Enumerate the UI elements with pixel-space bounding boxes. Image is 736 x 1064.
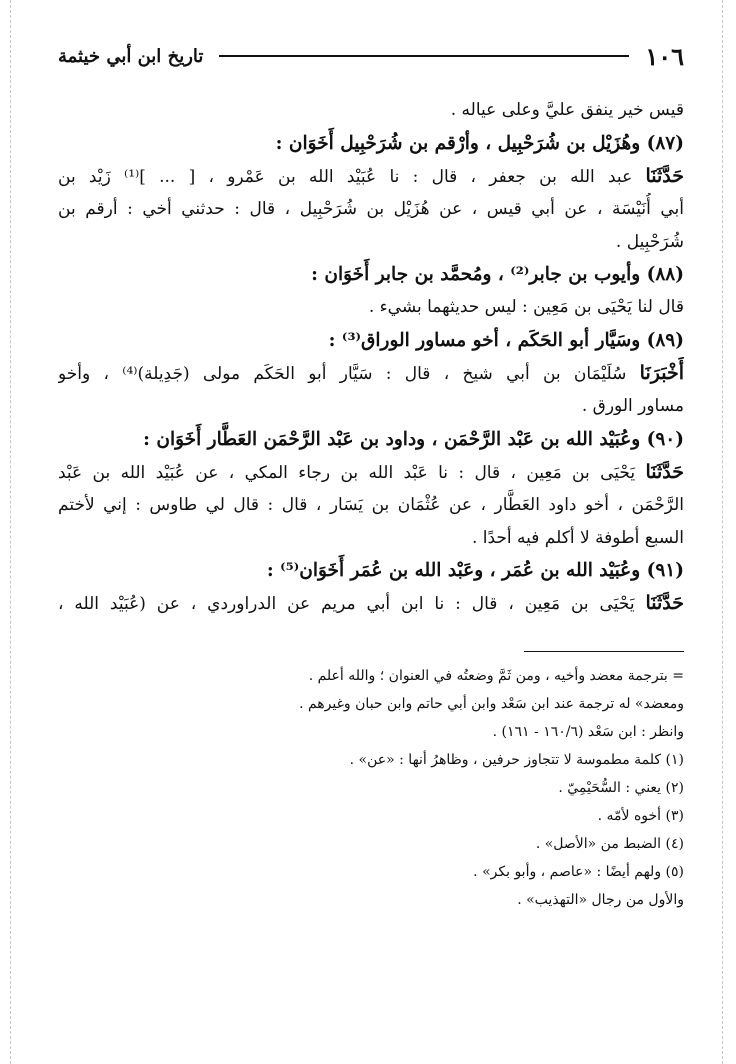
line-text: عبد الله بن جعفر ، قال : نا عُبَيْد الله بن عَمْرو ، [ ... ]⁽¹⁾ زَيْد بن	[58, 166, 646, 187]
text-line	[58, 226, 684, 259]
page-header	[58, 36, 684, 76]
footnote: (٣) أخوه لأمّه .	[597, 807, 684, 824]
line-text: سُلَيْمَان بن أبي شيخ ، قال : سَيَّار أبو الحَكَم مولى (جَدِيلة)⁽⁴⁾ ، وأخو	[58, 363, 640, 384]
line-text: (٨٩) وسَيَّار أبو الحَكَم ، أخو مساور الوراق⁽³⁾ :	[328, 329, 684, 351]
text-line	[58, 456, 684, 490]
page-number: ١٠٦	[645, 41, 684, 71]
footnote: = بترجمة معضد وأخيه ، ومن ثَمَّ وضعتُه في العنوان ؛ والله أعلم .	[308, 667, 684, 684]
line-text: (٩٠) وعُبَيْد الله بن عَبْد الرَّحْمَن ، وداود بن عَبْد الرَّحْمَن العَطَّار أَخَوَان :	[143, 428, 684, 450]
text-line	[58, 390, 684, 423]
line-text: (٩١) وعُبَيْد الله بن عُمَر ، وعَبْد الله بن عُمَر أَخَوَان⁽⁵⁾ :	[266, 560, 684, 581]
line-text: (٨٧) وهُزَيْل بن شُرَحْبِيل ، وأرْقم بن شُرَحْبِيل أَخَوَان :	[275, 132, 684, 154]
cut-line-left	[10, 0, 11, 1064]
line-text: يَحْيَى بن مَعِين ، قال : نا عَبْد الله بن رجاء المكي ، عن عُبَيْد الله بن عَبْد	[58, 462, 646, 483]
narration-opener: أَخْبَرَنَا	[639, 361, 684, 384]
text-line	[58, 94, 684, 127]
footnote: (٤) الضبط من «الأصل» .	[535, 835, 684, 852]
footnotes	[58, 662, 684, 914]
line-text: السبع أطوفة لا أكلم فيه أحدًا .	[471, 527, 684, 548]
footnote: (٢) يعني : السُّحَيْمِيّ .	[558, 779, 684, 796]
footnote: وانظر : ابن سَعْد (١٦٠/٦ - ١٦١) .	[492, 723, 684, 740]
book-title: تاريخ ابن أبي خيثمة	[58, 45, 204, 67]
narration-opener: حَدَّثَنَا	[645, 164, 684, 187]
narration-opener: حَدَّثَنَا	[645, 460, 684, 483]
line-text: قال لنا يَحْيَى بن مَعِين : ليس حديثهما بشيء .	[368, 297, 684, 317]
text-line	[58, 357, 684, 391]
footnote: والأول من رجال «التهذيب» .	[517, 891, 684, 908]
footnote: (٥) ولهم أيضًا : «عاصم ، وأبو بكر» .	[473, 863, 684, 880]
line-text: قيس خير ينفق عليَّ وعلى عياله .	[450, 100, 684, 120]
entry-heading	[58, 324, 684, 357]
header-rule	[219, 55, 629, 57]
line-text: مساور الورق .	[581, 396, 684, 416]
main-text	[58, 94, 684, 621]
book-page	[58, 36, 684, 914]
line-text: شُرَحْبِيل .	[615, 231, 684, 252]
entry-heading	[58, 554, 684, 587]
narration-opener: حَدَّثَنَا	[645, 592, 684, 614]
entry-heading	[58, 258, 684, 291]
text-line	[58, 193, 684, 226]
text-line	[58, 522, 684, 555]
footnote: ومعضد» له ترجمة عند ابن سَعْد وابن أبي حاتم وابن حبان وغيرهم .	[299, 695, 684, 712]
text-line	[58, 587, 684, 621]
text-line	[58, 291, 684, 324]
line-text: يَحْيَى بن مَعِين ، قال : نا ابن أبي مريم عن الدراوردي ، عن (عُبَيْد الله ،	[58, 594, 646, 614]
entry-heading	[58, 423, 684, 456]
cut-line-right	[722, 0, 723, 1064]
line-text: الرَّحْمَن ، أخو داود العَطَّار ، عن عُثْمَان بن يَسَار ، قال : قال لي طاوس : إني لأختم	[58, 495, 684, 515]
line-text: (٨٨) وأيوب بن جابر⁽²⁾ ، ومُحمَّد بن جابر أَخَوَان :	[311, 264, 684, 285]
text-line	[58, 489, 684, 522]
footnote-separator	[524, 651, 684, 652]
line-text: أبي أُنَيْسَة ، عن أبي قيس ، عن هُزَيْل بن شُرَحْبِيل ، قال : حدثني أخي : أرقم بن	[58, 199, 684, 219]
footnote: (١) كلمة مطموسة لا تتجاوز حرفين ، وظاهرُ أنها : «عن» .	[349, 751, 684, 768]
text-line	[58, 160, 684, 194]
entry-heading	[58, 127, 684, 160]
